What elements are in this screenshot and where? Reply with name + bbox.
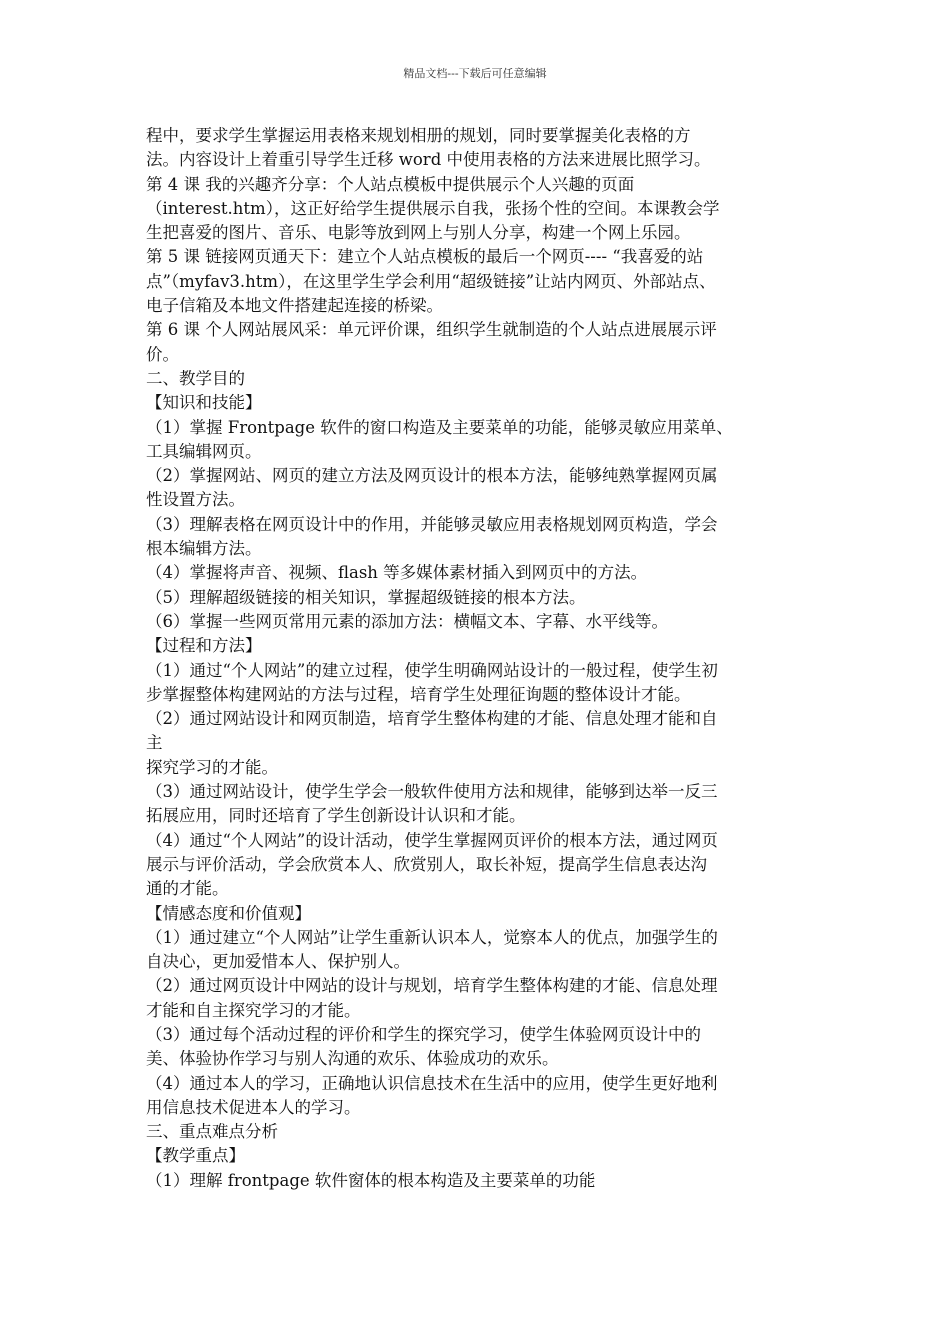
text-line: 自决心，更加爱惜本人、保护别人。 [146, 952, 410, 972]
text-line: 才能和自主探究学习的才能。 [146, 1000, 361, 1020]
document-body [146, 124, 810, 1193]
text-line: 三、重点难点分析 [146, 1122, 278, 1142]
text-line: 探究学习的才能。 [146, 757, 278, 777]
text-line: 拓展应用，同时还培育了学生创新设计认识和才能。 [146, 806, 526, 826]
text-line: 根本编辑方法。 [146, 539, 262, 559]
text-line: 二、教学目的 [146, 368, 245, 388]
text-line: （1）理解 frontpage 软件窗体的根本构造及主要菜单的功能 [146, 1170, 596, 1190]
text-line: 美、体验协作学习与别人沟通的欢乐、体验成功的欢乐。 [146, 1049, 559, 1069]
text-line: 展示与评价活动，学会欣赏本人、欣赏别人，取长补短，提高学生信息表达沟 [146, 854, 707, 874]
text-line: （2）通过网站设计和网页制造，培育学生整体构建的才能、信息处理才能和自 [146, 709, 718, 729]
text-line: 【情感态度和价值观】 [146, 903, 311, 923]
text-line: （5）理解超级链接的相关知识，掌握超级链接的根本方法。 [146, 587, 586, 607]
text-line: 步掌握整体构建网站的方法与过程，培育学生处理征询题的整体设计才能。 [146, 684, 691, 704]
text-line: 价。 [146, 344, 179, 364]
text-line: （4）掌握将声音、视频、flash 等多媒体素材插入到网页中的方法。 [146, 563, 648, 583]
page-header: 精品文档---下载后可任意编辑 [403, 67, 547, 80]
text-line: 第 5 课 链接网页通天下：建立个人站点模板的最后一个网页---- “我喜爱的站 [146, 247, 704, 267]
text-line: 【过程和方法】 [146, 636, 262, 656]
text-line: （2）掌握网站、网页的建立方法及网页设计的根本方法，能够纯熟掌握网页属 [146, 466, 718, 486]
text-line: 电子信箱及本地文件搭建起连接的桥梁。 [146, 296, 443, 316]
text-line: （1）掌握 Frontpage 软件的窗口构造及主要菜单的功能，能够灵敏应用菜单、 [146, 417, 733, 437]
text-line: 【教学重点】 [146, 1146, 245, 1166]
text-line: 程中，要求学生掌握运用表格来规划相册的规划，同时要掌握美化表格的方 [146, 126, 691, 145]
text-line: 主 [146, 733, 163, 753]
text-line: 法。内容设计上着重引导学生迁移 word 中使用表格的方法来进展比照学习。 [146, 150, 711, 170]
text-line: （3）通过网站设计，使学生学会一般软件使用方法和规律，能够到达举一反三 [146, 782, 718, 802]
text-line: 生把喜爱的图片、音乐、电影等放到网上与别人分享，构建一个网上乐园。 [146, 223, 691, 243]
text-line: （1）通过建立“个人网站”让学生重新认识本人，觉察本人的优点，加强学生的 [146, 927, 718, 947]
text-line: 工具编辑网页。 [146, 441, 262, 461]
text-line: （6）掌握一些网页常用元素的添加方法：横幅文本、字幕、水平线等。 [146, 611, 668, 631]
text-line: 点”（myfav3.htm），在这里学生学会利用“超级链接”让站内网页、外部站点、 [146, 271, 716, 291]
text-line: 用信息技术促进本人的学习。 [146, 1097, 361, 1117]
text-line: （3）理解表格在网页设计中的作用，并能够灵敏应用表格规划网页构造，学会 [146, 514, 718, 534]
text-line: 第 4 课 我的兴趣齐分享：个人站点模板中提供展示个人兴趣的页面 [146, 174, 635, 194]
text-line: 性设置方法。 [146, 490, 245, 510]
text-line: 第 6 课 个人网站展风采：单元评价课，组织学生就制造的个人站点进展展示评 [146, 320, 717, 340]
text-line: （4）通过“个人网站”的设计活动，使学生掌握网页评价的根本方法，通过网页 [146, 830, 718, 850]
text-line: （1）通过“个人网站”的建立过程，使学生明确网站设计的一般过程，使学生初 [146, 660, 718, 680]
text-line: （4）通过本人的学习，正确地认识信息技术在生活中的应用，使学生更好地利 [146, 1073, 718, 1093]
text-line: （2）通过网页设计中网站的设计与规划，培育学生整体构建的才能、信息处理 [146, 976, 718, 996]
text-line: 通的才能。 [146, 879, 229, 899]
text-line: （3）通过每个活动过程的评价和学生的探究学习，使学生体验网页设计中的 [146, 1024, 701, 1044]
text-line: 【知识和技能】 [146, 393, 262, 413]
text-line: （interest.htm），这正好给学生提供展示自我，张扬个性的空间。本课教会学 [146, 198, 720, 218]
